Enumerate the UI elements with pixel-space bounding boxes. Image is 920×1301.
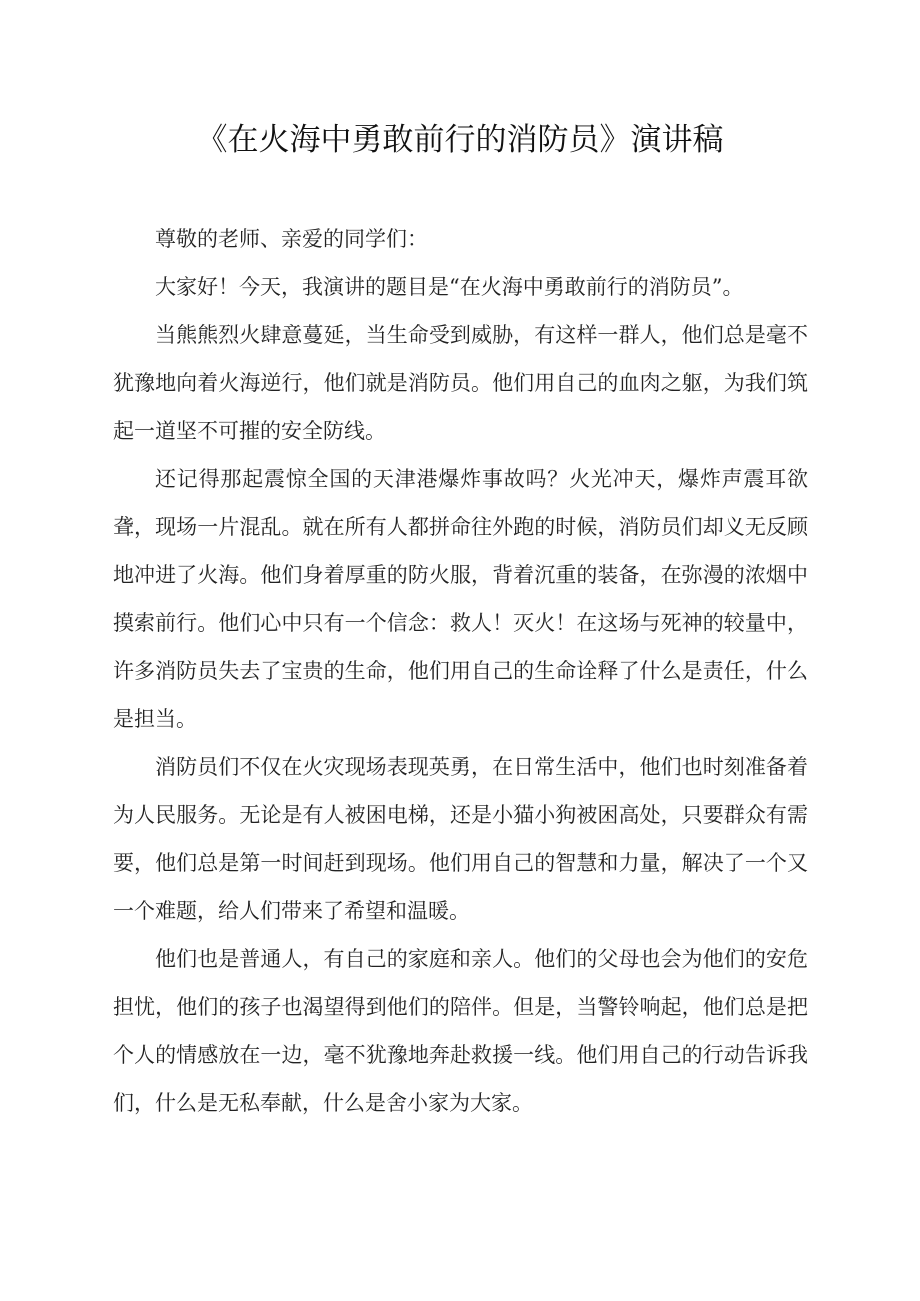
paragraph-intro: 当熊熊烈火肆意蔓延，当生命受到威胁，有这样一群人，他们总是毫不犹豫地向着火海逆行，他们就是消防员。他们用自己的血肉之躯，为我们筑起一道坚不可摧的安全防线。 — [113, 323, 808, 443]
paragraph-greeting: 大家好！今天，我演讲的题目是“在火海中勇敢前行的消防员”。 — [155, 275, 744, 299]
salutation: 尊敬的老师、亲爱的同学们： — [155, 227, 428, 251]
paragraph-family: 他们也是普通人，有自己的家庭和亲人。他们的父母也会为他们的安危担忧，他们的孩子也渴望得到他们的陪伴。但是，当警铃响起，他们总是把个人的情感放在一边，毫不犹豫地奔赴救援一线。他们用自己的行动告诉我们，什么是无私奉献，什么是舍小家为大家。 — [113, 947, 808, 1115]
speech-body — [113, 215, 808, 1127]
document-title: 《在火海中勇敢前行的消防员》演讲稿 — [196, 122, 724, 158]
paragraph-tianjin: 还记得那起震惊全国的天津港爆炸事故吗？火光冲天，爆炸声震耳欲聋，现场一片混乱。就在所有人都拼命往外跑的时候，消防员们却义无反顾地冲进了火海。他们身着厚重的防火服，背着沉重的装备，在弥漫的浓烟中摸索前行。他们心中只有一个信念：救人！灭火！在这场与死神的较量中，许多消防员失去了宝贵的生命，他们用自己的生命诠释了什么是责任，什么是担当。 — [113, 467, 808, 731]
paragraph-daily-service: 消防员们不仅在火灾现场表现英勇，在日常生活中，他们也时刻准备着为人民服务。无论是有人被困电梯，还是小猫小狗被困高处，只要群众有需要，他们总是第一时间赶到现场。他们用自己的智慧和力量，解决了一个又一个难题，给人们带来了希望和温暖。 — [113, 755, 808, 923]
